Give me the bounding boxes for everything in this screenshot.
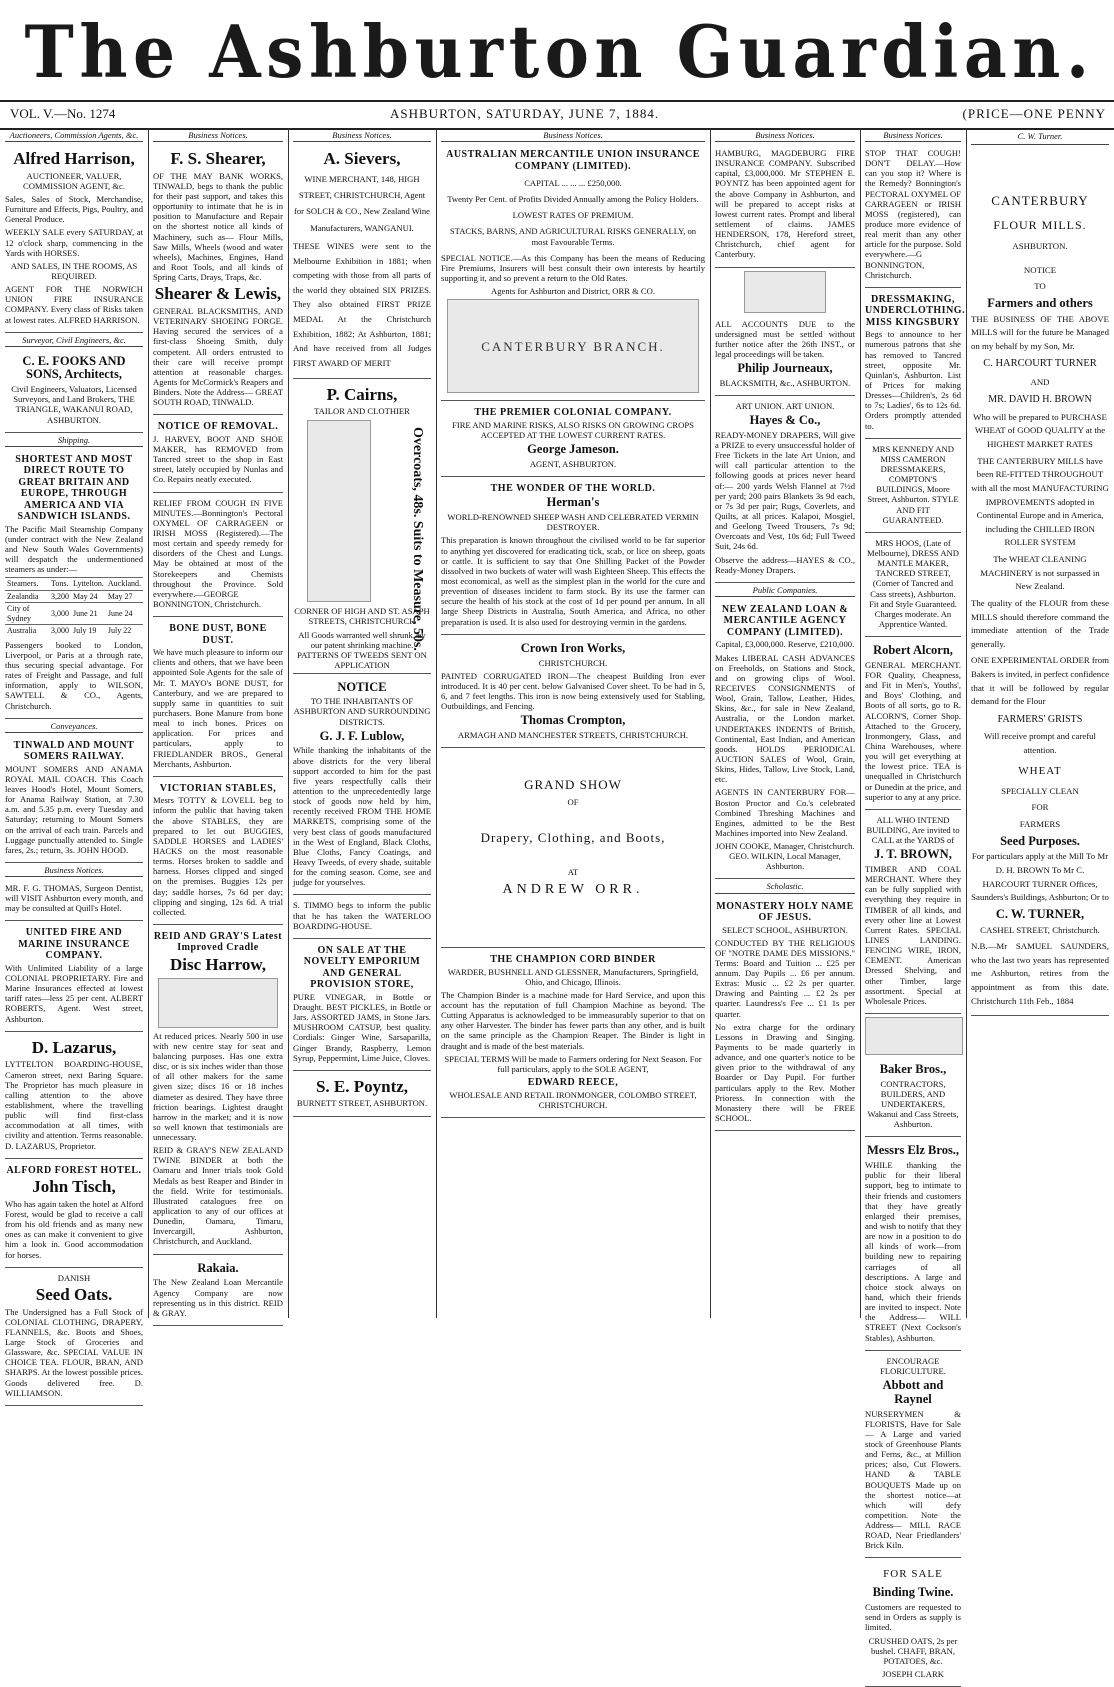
lazarus-ad <box>5 1034 143 1159</box>
champion-binder-ad <box>441 950 705 1118</box>
price: (PRICE—ONE PENNY <box>962 106 1106 121</box>
ad-text: SPECIAL NOTICE.—As this Company has been the means of Reducing Fire Premiums, Insurers will best consult their own interests by heartily supporting it, and so prevent a return to the Old Rates. <box>441 252 705 283</box>
grand-show-ad <box>441 750 705 948</box>
ad-subheading: ART UNION. ART UNION. <box>735 401 835 412</box>
ad-text: SPECIAL TERMS Will be made to Farmers ordering for Next Season. For full particulars, apply to the SOLE AGENT, <box>444 1053 702 1074</box>
ad-text: C. HARCOURT TURNER <box>983 358 1097 370</box>
ad-heading: John Tisch, <box>32 1177 116 1197</box>
ad-text: HAMBURG, MAGDEBURG FIRE INSURANCE COMPANY. Subscribed capital, £3,000,000. Mr STEPHEN E. POYNTZ has been appointed agent for the above Company in Ashburton, and will be prepared to accept risks at lowest current rates. Prompt and liberal settlement of claims. JAMES HENDERSON, 178, Hereford street, Christchurch, chief agent for Canterbury. <box>715 148 855 260</box>
ad-text: We have much pleasure to inform our clients and others, that we have been appointed Sole Agents for the sale of Mr. T. MAYO's BONE DUST, for Canterbury, and we are prepared to supply same in quantities to suit purchasers. Bone Manure from bone meal to inch bones. Prices on application. For prices and particulars, apply to FRIEDLANDER BROS., General Merchants, Ashburton. <box>153 647 283 769</box>
ad-text: STOP THAT COUGH! DON'T DELAY.—How can you stop it? Where is the Remedy? Bonnington's PECTORAL OXYMEL OF CARRAGEEN or IRISH MOSS (registered), can produce more evidence of real merit than any other article for the purpose. Sold everywhere.—G BONNINGTON, Christchurch. <box>865 148 961 280</box>
ad-heading: EDWARD REECE, <box>527 1077 619 1088</box>
table-cell: 3,200 <box>51 591 69 601</box>
ad-heading: REID AND GRAY'S Latest Improved Cradle <box>153 930 283 954</box>
ad-heading: Binding Twine. <box>872 1585 954 1600</box>
section-header: Surveyor, Civil Engineers, &c. <box>5 335 143 347</box>
ad-text: AND <box>1030 376 1050 387</box>
ad-heading: Seed Purposes. <box>1000 833 1080 848</box>
ad-text: CAPITAL ... ... ... £250,000. <box>524 178 622 189</box>
table-cell: Australia <box>5 625 49 637</box>
ad-heading: Hayes & Co., <box>749 413 821 428</box>
ad-text: FARMERS' GRISTS <box>997 713 1083 725</box>
bone-dust-ad <box>153 619 283 777</box>
ad-heading: George Jameson. <box>527 442 619 457</box>
masthead-title: The Ashburton Guardian. <box>24 8 1096 94</box>
ad-heading: GRAND SHOW <box>524 777 622 793</box>
table-cell: Zealandia <box>5 590 49 602</box>
ad-text: WEEKLY SALE every SATURDAY, at 12 o'clock sharp, commencing in the Yards with HORSES. <box>5 227 143 258</box>
ad-text: CHRISTCHURCH. <box>538 657 608 668</box>
ad-subheading: WARDER, BUSHNELL AND GLESSNER, Manufacturers, Springfield, Ohio, and Chicago, Illinois. <box>447 966 699 987</box>
ad-text: OF <box>567 797 579 808</box>
column-6 <box>860 128 966 1680</box>
ad-heading: C. W. TURNER, <box>995 906 1085 921</box>
section-header: C. W. Turner. <box>971 130 1109 145</box>
ad-text: Passengers booked to London, Liverpool, or Paris at a through rate, thus securing special advantage. For rates of Freight and Passage, and full information, apply to WILSON, SAWTELL & CO., Agents, Christchurch. <box>5 639 143 711</box>
ad-text: Civil Engineers, Valuators, Licensed Surveyors, and Land Brokers, THE TRIANGLE, WAKANUI ROAD, ASHBURTON. <box>11 384 137 425</box>
ad-heading: AUSTRALIAN MERCANTILE UNION INSURANCE COMPANY (LIMITED). <box>446 149 700 172</box>
ad-text: SPECIALLY CLEAN <box>1001 785 1079 796</box>
hoos-ad <box>865 535 961 637</box>
ad-heading: Baker Bros., <box>879 1062 947 1076</box>
ad-heading: SHORTEST AND MOST DIRECT ROUTE TO GREAT BRITAIN AND EUROPE, THROUGH AMERICA AND VIA SANDWICH ISLANDS. <box>15 453 133 523</box>
ad-text: RELIEF FROM COUGH IN FIVE MINUTES.—Bonnington's Pectoral OXYMEL OF CARRAGEEN or IRISH MOSS (Registered).—The most certain and speedy remedy for disorders of the Chest and Lungs. May be obtained at most of the Storekeepers and Chemists throughout the Province. Sold everywhere.—GEORGE BONNINGTON, Christchurch. <box>153 497 283 609</box>
column-header: Lyttelton. <box>73 579 104 589</box>
ad-text: AGENT, ASHBURTON. <box>529 458 617 469</box>
cough-ad <box>865 145 961 288</box>
ad-heading: ANDREW ORR. <box>502 882 644 898</box>
ad-text: DANISH <box>57 1272 91 1283</box>
victorian-stables-ad <box>153 779 283 925</box>
cairns-ad <box>293 381 431 674</box>
ad-text: CONDUCTED BY THE RELIGIOUS OF "NOTRE DAME DES MISSIONS." Terms: Board and Tuition ... £25 per annum. Day Pupils ... £6 per annum. Extras: Music ... £2 2s per quarter. Drawing and Painting ... £2 2s per quarter. Laundress's Fee ... £1 1s per quarter. <box>715 937 855 1019</box>
ad-text: For particulars apply at the Mill To Mr D. H. BROWN To Mr C. HARCOURT TURNER Offices, Saunders's Buildings, Ashburton; Or to <box>971 851 1109 903</box>
ad-text: S. TIMMO begs to inform the public that he has taken the WATERLOO BOARDING-HOUSE. <box>293 900 431 931</box>
ad-heading: Shearer & Lewis, <box>154 284 282 304</box>
table-cell: June 21 <box>71 603 106 625</box>
ad-heading: Alfred Harrison, <box>13 149 135 169</box>
ad-text: Sales, Sales of Stock, Merchandise, Furniture and Effects, Pigs, Poultry, and General Produce. <box>5 193 143 225</box>
column-3 <box>288 128 436 1318</box>
section-header: Business Notices. <box>441 130 705 142</box>
ad-text: The quality of the FLOUR from these MILLS should therefore command the immediate attention of the Trade generally. <box>971 597 1109 649</box>
ad-text: TO <box>1034 281 1046 292</box>
table-cell: 3,000 <box>51 626 69 636</box>
ad-text: Begs to announce to her numerous patrons that she has removed to Tancred street, opposite Mr. Quinlan's, Ashburton. List of Prices for making Dresses—Children's, 2s 6d to 7s; Ladies', 6s to 12s 6d. Orders promptly attended to. <box>865 329 961 431</box>
premier-ad <box>441 403 705 477</box>
ad-text: NURSERYMEN & FLORISTS, Have for Sale— A Large and varied stock of Greenhouse Plants and Ferns, &c., at Million prices; also, Cut Flowers. HAND & TABLE BOUQUETS Made up on the shortest notice—at which will defy competition. Note the Address— MILL RACE ROAD, Near Friedlanders' Brick Kiln. <box>865 1408 961 1551</box>
ad-text: PURE VINEGAR, in Bottle or Draught. BEST PICKLES, in Bottle or Jars. ASSORTED JAMS, in Stone Jars. MUSHROOM CATSUP, best quality. Cordials: Ginger Wine, Sarsaparilla, Ginger Brandy, Raspberry, Lemon Syrup, Peppermint, Lime Juice, Cloves. <box>293 991 431 1063</box>
ad-heading: S. E. Poyntz, <box>315 1076 409 1096</box>
table-cell: City of Sydney <box>5 603 49 625</box>
section-header: Conveyances. <box>5 721 143 733</box>
ad-text: WINE MERCHANT, 148, HIGH STREET, CHRISTCHURCH, Agent for SOLCH & CO., New Zealand Wine Manufacturers, WANGANUI. <box>293 173 430 233</box>
table-cell: July 19 <box>71 625 106 637</box>
ad-heading: VICTORIAN STABLES, <box>159 782 277 794</box>
ad-heading: Philip Journeaux, <box>737 361 833 376</box>
ad-heading: D. Lazarus, <box>31 1037 117 1057</box>
ad-heading: F. S. Shearer, <box>170 149 266 169</box>
ad-heading: C. E. FOOKS AND SONS, Architects, <box>22 353 126 382</box>
ad-text: The WHEAT CLEANING MACHINERY is not surpassed in New Zealand. <box>980 554 1100 592</box>
ad-text: CORNER OF HIGH AND ST. ASAPH STREETS, CHRISTCHURCH <box>294 606 430 627</box>
ad-text: JOSEPH CLARK <box>882 1669 944 1680</box>
timmo-ad <box>293 897 431 938</box>
dateline <box>0 100 1114 130</box>
kennedy-ad <box>865 441 961 533</box>
table-cell: May 27 <box>106 590 143 602</box>
table-cell: June 24 <box>106 603 143 625</box>
ad-heading: ON SALE AT THE NOVELTY EMPORIUM AND GENERAL PROVISION STORE, <box>303 944 421 991</box>
ad-text: MR. DAVID H. BROWN <box>988 394 1092 406</box>
ad-text: AT <box>567 866 579 877</box>
ad-text: ALL ACCOUNTS DUE to the undersigned must be settled without further notice after the 26th INST., or legal proceedings will be taken. <box>715 318 855 359</box>
canterbury-branch-seal <box>447 299 699 393</box>
herman-ad <box>441 479 705 635</box>
volume-number: VOL. V.—No. 1274 <box>10 106 116 121</box>
ad-text: ASHBURTON. <box>1012 240 1068 251</box>
ad-heading: Messrs Elz Bros., <box>866 1143 960 1158</box>
ad-heading: TINWALD AND MOUNT SOMERS RAILWAY. <box>13 739 135 763</box>
ad-text: Agents for Ashburton and District, ORR & CO. <box>491 286 655 297</box>
ad-text: THESE WINES were sent to the Melbourne Exhibition in 1881; when competing with those from all parts of the world they obtained SIX PRIZES. They also obtained FIRST PRIZE MEDAL At the Christchurch Exhibition, 1882; At Ashburton, 1881; And have received from all Judges FIRST AWARD OF MERIT <box>293 241 431 368</box>
ad-text: This preparation is known throughout the civilised world to be far superior to anything yet discovered for eradicating tick, scab, or lice on sheep, goats or cattle. It is sufficient to say that One Shilling Packet of the Powder dissolved in two buckets of water will wash Eighteen Sheep. This effects the most economical, as well as the simplest plan in the world for the cure and prevention of diseases incident to farm stock. By its use the farmer can secure the health of his stock at the cost of 1d per pound per annum. In all large Sheep Districts in Australia, South America, and Africa, no other preparation is used. It is also used for destroying vermin in the gardens. <box>441 535 705 627</box>
ad-text: Mesrs TOTTY & LOVELL beg to inform the public that having taken the above STABLES, they are prepared to let out BUGGIES, SADDLE HORSES and LADIES' HACKS on the most reasonable terms. Horses broken to saddle and harness. Horses clipped and singed on the premises. Buggies 12s per day; saddle horses, 7s 6d per day; clipping and singing, 12s 6d. A trial collected. <box>153 795 283 917</box>
hamburg-ad <box>715 145 855 268</box>
shipping-ad <box>5 450 143 719</box>
ad-subheading: SELECT SCHOOL, ASHBURTON. <box>722 924 848 935</box>
column-2 <box>148 128 288 1318</box>
table-cell: July 22 <box>106 625 143 637</box>
ad-heading: MONASTERY HOLY NAME OF JESUS. <box>716 900 854 923</box>
masthead <box>24 8 1096 94</box>
sievers-ad <box>293 145 431 378</box>
column-5 <box>710 128 860 1318</box>
ad-text: Twenty Per Cent. of Profits Divided Annually among the Policy Holders. <box>447 194 699 205</box>
lublow-ad <box>293 676 431 896</box>
hayes-ad <box>715 398 855 583</box>
ad-heading: FOR SALE <box>883 1568 943 1581</box>
nz-loan-ad <box>715 600 855 880</box>
ad-text: NOTICE <box>1023 264 1057 275</box>
ad-heading: A. Sievers, <box>323 149 401 169</box>
seal-caption: CANTERBURY BRANCH. <box>481 338 665 354</box>
dressmaking-ad <box>865 290 966 439</box>
ad-subheading: ENCOURAGE FLORICULTURE. <box>880 1355 946 1376</box>
ad-text: LYTTELTON BOARDING-HOUSE, Cameron street, next Baring Square. The Proprietor has much pleasure in calling attention to the above establishment, where the travelling public will find first-class accommodation at all times, with civility and attention. Terms reasonable. D. LAZARUS, Proprietor. <box>5 1059 143 1151</box>
ad-heading: Herman's <box>546 495 600 510</box>
ad-text: TIMBER AND COAL MERCHANT. Where they can be fully supplied with everything they require in TIMBER of all kinds, and every other line at Lowest Current Rates. SPECIAL LINES LANDING. FENCING WIRE, IRON, CEMENT. American Dressed Shelving, and other Timber, large assortment. Special at Wholesale Prices. <box>865 864 961 1006</box>
ad-heading: Thomas Crompton, <box>520 713 626 728</box>
ad-heading: NOTICE <box>337 679 387 694</box>
ad-text: READY-MONEY DRAPERS, Will give a PRIZE to every unsuccessful holder of Free Tickets in the late Art Union, and will call particular attention to the following goods at prices never heard of:— 200 yards Welsh Flannel at 7½d per yard; 200 pairs Blankets 3s 9d each, or 7s 3d per pair; Rugs, Coverlets, and Quilts, at all prices. Kalapoi, Mosgiel, and Geelong Tweed Trousers, 7s 9d; Overcoats and Vest, 10s 6d; Full Tweed Suit, 24s 6d. <box>715 429 855 552</box>
ad-heading: Farmers and others <box>987 295 1093 310</box>
ad-text: No extra charge for the ordinary Lessons in Drawing and Singing. Payments to be made quarterly in advance, and one quarter's notice to be given prior to the withdrawal of any Boarder or Day Pupil. For further particulars apply to the Rev. Mother Prioress. In connection with the Monastery there will be FREE SCHOOL. <box>715 1021 855 1124</box>
ad-text: Makes LIBERAL CASH ADVANCES on Freeholds, on Stations and Stock, and on growing clips of Wool. RECEIVES CONSIGNMENTS of Wool, Grain, Tallow, Leather, Hides, Skins, &c., for sale in New Zealand, Australia, or the London market. UNDERTAKES INDENTS of British, Continental, East Indian, and American goods. HOLDS PERIODICAL AUCTION SALES of Wool, Grain, Skins, Hides, Tallow, Live Stock, Land, etc. <box>715 652 855 785</box>
ad-text: MRS HOOS, (Late of Melbourne), DRESS AND MANTLE MAKER, TANCRED STREET, (Corner of Tancred and Cass streets), Ashburton. Fit and Style Guaranteed. Charges moderate. An Apprentice Wanted. <box>867 537 959 629</box>
table-cell: 3,000 <box>49 603 71 625</box>
table-row <box>5 590 143 602</box>
fooks-ad <box>5 350 143 433</box>
ad-heading: CANTERBURY <box>991 193 1089 209</box>
column-4 <box>436 128 710 1318</box>
table-header-row <box>5 578 143 590</box>
ad-text: AGENTS IN CANTERBURY FOR— Boston Proctor and Co.'s celebrated Combined Threshing Machines and Engines, admitted to be the Best Machines imported into New Zealand. <box>715 787 855 838</box>
australian-mercantile-ad <box>441 145 705 401</box>
ad-text: LOWEST RATES OF PREMIUM. <box>512 210 634 221</box>
section-header: Auctioneers, Commission Agents, &c. <box>5 130 143 142</box>
ad-heading: Rakaia. <box>197 1260 239 1275</box>
ad-text: THE CANTERBURY MILLS have been RE-FITTED THROUGHOUT with all the most MANUFACTURING IMPROVEMENTS adopted in Continental Europe and in America, including the CHILLED IRON ROLLER SYSTEM <box>971 455 1109 548</box>
ad-subheading: TAILOR AND CLOTHIER <box>314 406 410 417</box>
ad-text: PAINTED CORRUGATED IRON—The cheapest Building Iron ever introduced. It is 40 per cent. below Galvanised Cover sheet. To be had in 5, 6, and 7 feet lengths. This iron is now being extensively used for Stabling, Outbuildings, and Fencing. <box>441 670 705 712</box>
ad-text: BURNETT STREET, ASHBURTON. <box>296 1098 428 1109</box>
elz-bros-ad <box>865 1139 961 1350</box>
harrow-illustration <box>158 978 278 1028</box>
section-header: Scholastic. <box>715 881 855 893</box>
abbott-raynel-ad <box>865 1353 961 1559</box>
rakaia-ad <box>153 1257 283 1326</box>
ad-subheading: WORLD-RENOWNED SHEEP WASH AND CELEBRATED VERMIN DESTROYER. <box>447 512 699 533</box>
column-header: Tons. <box>49 578 71 590</box>
ad-text: Who has again taken the hotel at Alford Forest, would be glad to receive a call from his old friends and as many new ones as can make it convenient to give him a look in. Good accommodation for horses. <box>5 1198 143 1260</box>
ad-text: AND SALES, IN THE ROOMS, AS REQUIRED. <box>10 260 138 281</box>
ad-text: J. HARVEY, BOOT AND SHOE MAKER, has REMOVED from Tancred street to the shop in East street, lately occupied by Nunlas and Co. Repairs neatly executed. <box>153 433 283 485</box>
ad-heading: ALFORD FOREST HOTEL. <box>6 1164 142 1176</box>
ad-text: Observe the address—HAYES & CO., Ready-Money Drapers. <box>715 554 855 575</box>
ad-heading: NEW ZEALAND LOAN & MERCANTILE AGENCY COMPANY (LIMITED). <box>721 603 849 638</box>
section-header: Shipping. <box>5 435 143 447</box>
ad-text: MOUNT SOMERS AND ANAMA ROYAL MAIL COACH. This Coach leaves Hood's Hotel, Mount Somers, for Anama Railway Station, at 7.30 a.m. and 5.35 p.m. every Tuesday and Saturday; returning to Mount Somers on the arrival of each train. Parcels and Luggage punctually attended to. Single fares, 2s.; return, 3s. JOHN HOOD. <box>5 763 143 855</box>
ad-subheading: ALL WHO INTEND BUILDING, Are invited to CALL at the YARDS of <box>866 814 960 846</box>
ad-text: At reduced prices. Nearly 500 in use with new centre stay for seat and balancing purposes. Has one extra disc, or is six inches wider than those of all other makers for the same given size; discs 16 or 18 inches diameter as desired. They have three friction bearings. Lightest draught harrow in the market; and it is now so well known that testimonials are unnecessary. <box>153 1030 283 1143</box>
ad-text: All Goods warranted well shrunk, by our patent shrinking machine. PATTERNS OF TWEEDS SENT ON APPLICATION <box>297 629 427 671</box>
ad-text: OF THE MAY BANK WORKS, TINWALD, begs to thank the public for their past support, and takes this opportunity to intimate that he is in position to Manufacture and Repair on the shortest notice all kinds of Machinery, such as— Flour Mills, Saw Mills, Wheels (wood and water wheels), Machines, Engines, Hand and Root Tools, and all kinds of Spring Carts, Drays, Traps, &c. <box>153 170 283 283</box>
canterbury-mills-ad <box>971 148 1109 1016</box>
ad-text: Capital, £3,000,000. Reserve, £210,000. <box>715 639 855 650</box>
ad-heading: UNITED FIRE AND MARINE INSURANCE COMPANY. <box>18 927 130 962</box>
hearse-illustration <box>865 1017 963 1055</box>
alford-ad <box>5 1161 143 1268</box>
tailor-figure-illustration <box>307 420 371 602</box>
brown-ad <box>865 812 961 1014</box>
ad-text: MRS KENNEDY AND MISS CAMERON DRESSMAKERS, COMPTON'S BUILDINGS, Moore Street, Ashburton. STYLE AND FIT GUARANTEED. <box>867 443 959 525</box>
section-header: Business Notices. <box>5 865 143 877</box>
shearer-ad <box>153 145 283 415</box>
ad-text: GENERAL MERCHANT. FOR Quality, Cheapness, and Fit in Men's, Youths', and Boys' Clothing, and Boots of all sorts, go to R. ALCORN'S, Corner Shop. Attached to the Grocery, Ironmongery, Glass, and China Warehouses, where you will get everything at the lowest price. TEA is unequalled in Christchurch or Dunedin at the price, and superior to any at any price. <box>865 659 961 802</box>
vertical-price-text: Overcoats, 48s. Suits to Measure, 50s. <box>410 426 425 651</box>
united-ad <box>5 923 143 1031</box>
ad-text: The Pacific Mail Steamship Company (under contract with the New Zealand and New South Wales Governments) will despatch the undermentioned steamers as under:— <box>5 523 143 575</box>
section-header: Business Notices. <box>865 130 961 142</box>
ad-heading: Abbott and Raynel <box>882 1378 944 1406</box>
ad-text: The Undersigned has a Full Stock of COLONIAL CLOTHING, DRAPERY, FLANNELS, &c. Boots and Shoes, Large Stock of Groceries and Glassware, &c. SPECIAL VALUE IN CHOICE TEA. FLOUR, BRAN, AND SHARPS. At the lowest possible prices. Goods delivered free. D. WILLIAMSON. <box>5 1306 143 1398</box>
ad-heading: DRESSMAKING, UNDERCLOTHING. MISS KINGSBURY <box>865 293 966 328</box>
ad-heading: G. J. F. Lublow, <box>319 728 405 743</box>
column-header: Steamers. <box>5 578 49 590</box>
section-header: Business Notices. <box>153 130 283 142</box>
ad-text: AGENT FOR THE NORWICH UNION FIRE INSURANCE COMPANY. Every class of Risks taken at lowest rates. ALFRED HARRISON. <box>5 284 143 325</box>
binding-twine-ad <box>865 1560 961 1687</box>
table-cell: May 24 <box>71 590 106 602</box>
ad-text: WHOLESALE AND RETAIL IRONMONGER, COLOMBO STREET, CHRISTCHURCH. <box>449 1089 697 1110</box>
ad-text: GENERAL BLACKSMITHS, AND VETERINARY SHOEING FORGE. Having secured the services of a first-class Shoeing Smith, duly competent. All orders entrusted to their care will receive prompt attention at reasonable charges. Agents for McCormick's Reapers and Binders. Note the Address— GREAT SOUTH ROAD, TINWALD. <box>153 305 283 408</box>
ad-text: BLACKSMITH, &c., ASHBURTON. <box>719 377 851 388</box>
place-date: ASHBURTON, SATURDAY, JUNE 7, 1884. <box>390 106 660 121</box>
table-row <box>5 603 143 625</box>
ad-text: Customers are requested to send in Orders as supply is limited. <box>865 1602 961 1633</box>
ad-heading: Drapery, Clothing, and Boots, <box>480 829 666 845</box>
column-header: Auckland. <box>107 579 141 589</box>
ad-text: Will receive prompt and careful attention. <box>984 731 1096 756</box>
novelty-emporium-ad <box>293 941 431 1071</box>
ad-text: CASHEL STREET, Christchurch. <box>980 924 1100 935</box>
ad-text: MR. F. G. THOMAS, Surgeon Dentist, will VISIT Ashburton every month, and may be consulted at Quill's Hotel. <box>5 882 143 914</box>
crown-iron-ad <box>441 637 705 748</box>
ad-heading: WHEAT <box>1018 764 1062 777</box>
baker-bros-ad <box>865 1058 961 1137</box>
poyntz-ad <box>293 1073 431 1117</box>
ad-text: Who will be prepared to PURCHASE WHEAT of GOOD QUALITY at the HIGHEST MARKET RATES <box>973 411 1107 450</box>
ad-text: WHILE thanking the public for their liberal support, beg to intimate to their friends and customers that they have greatly enlarged their premises, and wish to notify that they are now in a position to do all kinds of work—from building new to repairing carriages of all descriptions. A large and choice stock always on hand, which their friends are invited to inspect. Note the Address— WILL STREET (Next Cockson's Stables), Ashburton. <box>865 1160 961 1343</box>
ad-heading: Disc Harrow, <box>169 954 266 974</box>
ad-text: While thanking the inhabitants of the above districts for the very liberal support accorded to him for the past five years respectfully calls their attention to the unprecedentedly large stock of goods now held by him, recently received FROM THE HOME MARKETS, comprising some of the very best class of goods manufactured in the West of England, Black Cloths, Blue Cloths, Fancy Coatings, and Heavy Tweeds, of every shade, suitable for the coming season. Come, see and judge for yourselves. <box>293 745 431 888</box>
ad-heading: Seed Oats. <box>35 1284 113 1304</box>
relief-ad <box>153 495 283 618</box>
removal-ad <box>153 417 283 492</box>
ad-text: ONE EXPERIMENTAL ORDER from Bakers is invited, in perfect confidence that it will be followed by regular demand for the Flour <box>971 655 1109 707</box>
ad-text: N.B.—Mr SAMUEL SAUNDERS, who the last two years has represented me Ashburton, retires from the appointment as from this date. Christchurch 11th Feb., 1884 <box>971 941 1109 1006</box>
column-7 <box>966 128 1114 1318</box>
section-header: Business Notices. <box>715 130 855 142</box>
ad-text: REID & GRAY'S NEW ZEALAND TWINE BINDER at both the Oamaru and Inner trials took Gold Medals as best Reaper and Binder in the field. Write for testimonials. Illustrated catalogues free on application to any of our offices at Dunedin, Oamaru, Timaru, Invercargill, Ashburton, Christchurch, and Auckland. <box>153 1145 283 1247</box>
ad-text: The New Zealand Loan Mercantile Agency Company are now representing us in this district. REID & GRAY. <box>153 1277 283 1318</box>
thomas-ad <box>5 880 143 921</box>
seed-oats-ad <box>5 1270 143 1406</box>
ad-text: THE BUSINESS OF THE ABOVE MILLS will for the future be Managed on my behalf by my Son, Mr. <box>971 313 1109 351</box>
alcorn-ad <box>865 639 961 810</box>
ad-text: FARMERS <box>1019 818 1061 829</box>
ad-heading: FLOUR MILLS. <box>993 218 1087 233</box>
ad-text: CONTRACTORS, BUILDERS, AND UNDERTAKERS, Wakanui and Cass Streets, Ashburton. <box>867 1078 959 1130</box>
ad-text: ARMAGH AND MANCHESTER STREETS, CHRISTCHURCH. <box>457 729 689 740</box>
harrison-ad <box>5 145 143 333</box>
ad-heading: Crown Iron Works, <box>520 640 626 655</box>
ad-heading: BONE DUST, BONE DUST. <box>169 623 267 646</box>
ad-heading: NOTICE OF REMOVAL. <box>157 421 279 433</box>
accounts-ad <box>715 316 855 396</box>
ad-text: JOHN COOKE, Manager, Christchurch. GEO. WILKIN, Local Manager, Ashburton. <box>715 841 855 872</box>
ad-text: With Unlimited Liability of a large COLONIAL PROPRIETARY. Fire and Marine Insurances effected at lowest tariff rates—less 25 per cent. ALBERT ROBERTS, Agent. West street, Ashburton. <box>5 962 143 1024</box>
monastery-ad <box>715 897 855 1132</box>
section-header: Business Notices. <box>293 130 431 142</box>
ad-text: FOR <box>1031 802 1049 813</box>
ad-subheading: AUCTIONEER, VALUER, COMMISSION AGENT, &c. <box>22 170 125 191</box>
disc-harrow-ad <box>153 927 283 1255</box>
tinwald-ad <box>5 736 143 863</box>
ad-heading: THE CHAMPION CORD BINDER <box>490 954 656 966</box>
ad-heading: THE PREMIER COLONIAL COMPANY. <box>474 407 672 419</box>
ad-heading: J. T. BROWN, <box>874 847 952 862</box>
ad-heading: Robert Alcorn, <box>873 643 953 658</box>
ad-subheading: TO THE INHABITANTS OF ASHBURTON AND SURROUNDING DISTRICTS. <box>293 696 431 727</box>
shipping-table <box>5 577 143 636</box>
ad-heading: THE WONDER OF THE WORLD. <box>490 482 656 494</box>
ad-text: FIRE AND MARINE RISKS, ALSO RISKS ON GROWING CROPS ACCEPTED AT THE LOWEST CURRENT RATES. <box>452 419 694 440</box>
section-header: Public Companies. <box>715 585 855 597</box>
ad-heading: P. Cairns, <box>326 384 398 404</box>
column-1 <box>0 128 148 1398</box>
ad-text: CRUSHED OATS, 2s per bushel. CHAFF, BRAN, POTATOES, &c. <box>868 1635 958 1666</box>
table-row <box>5 625 143 637</box>
ad-text: The Champion Binder is a machine made for Hard Service, and upon this account has the reputation of full Champion Machine as beyond. The Cutting Apparatus is acknowledged to be immeasurably superior to that on any other Harvester. The binder has fewer parts than any other, and is built on the same principle as the Champion Reaper. The Binder is light in draught and is made of the best materials. <box>441 989 705 1051</box>
ram-illustration <box>744 271 826 313</box>
ad-text: STACKS, BARNS, AND AGRICULTURAL RISKS GENERALLY, on most Favourable Terms. <box>449 226 697 247</box>
